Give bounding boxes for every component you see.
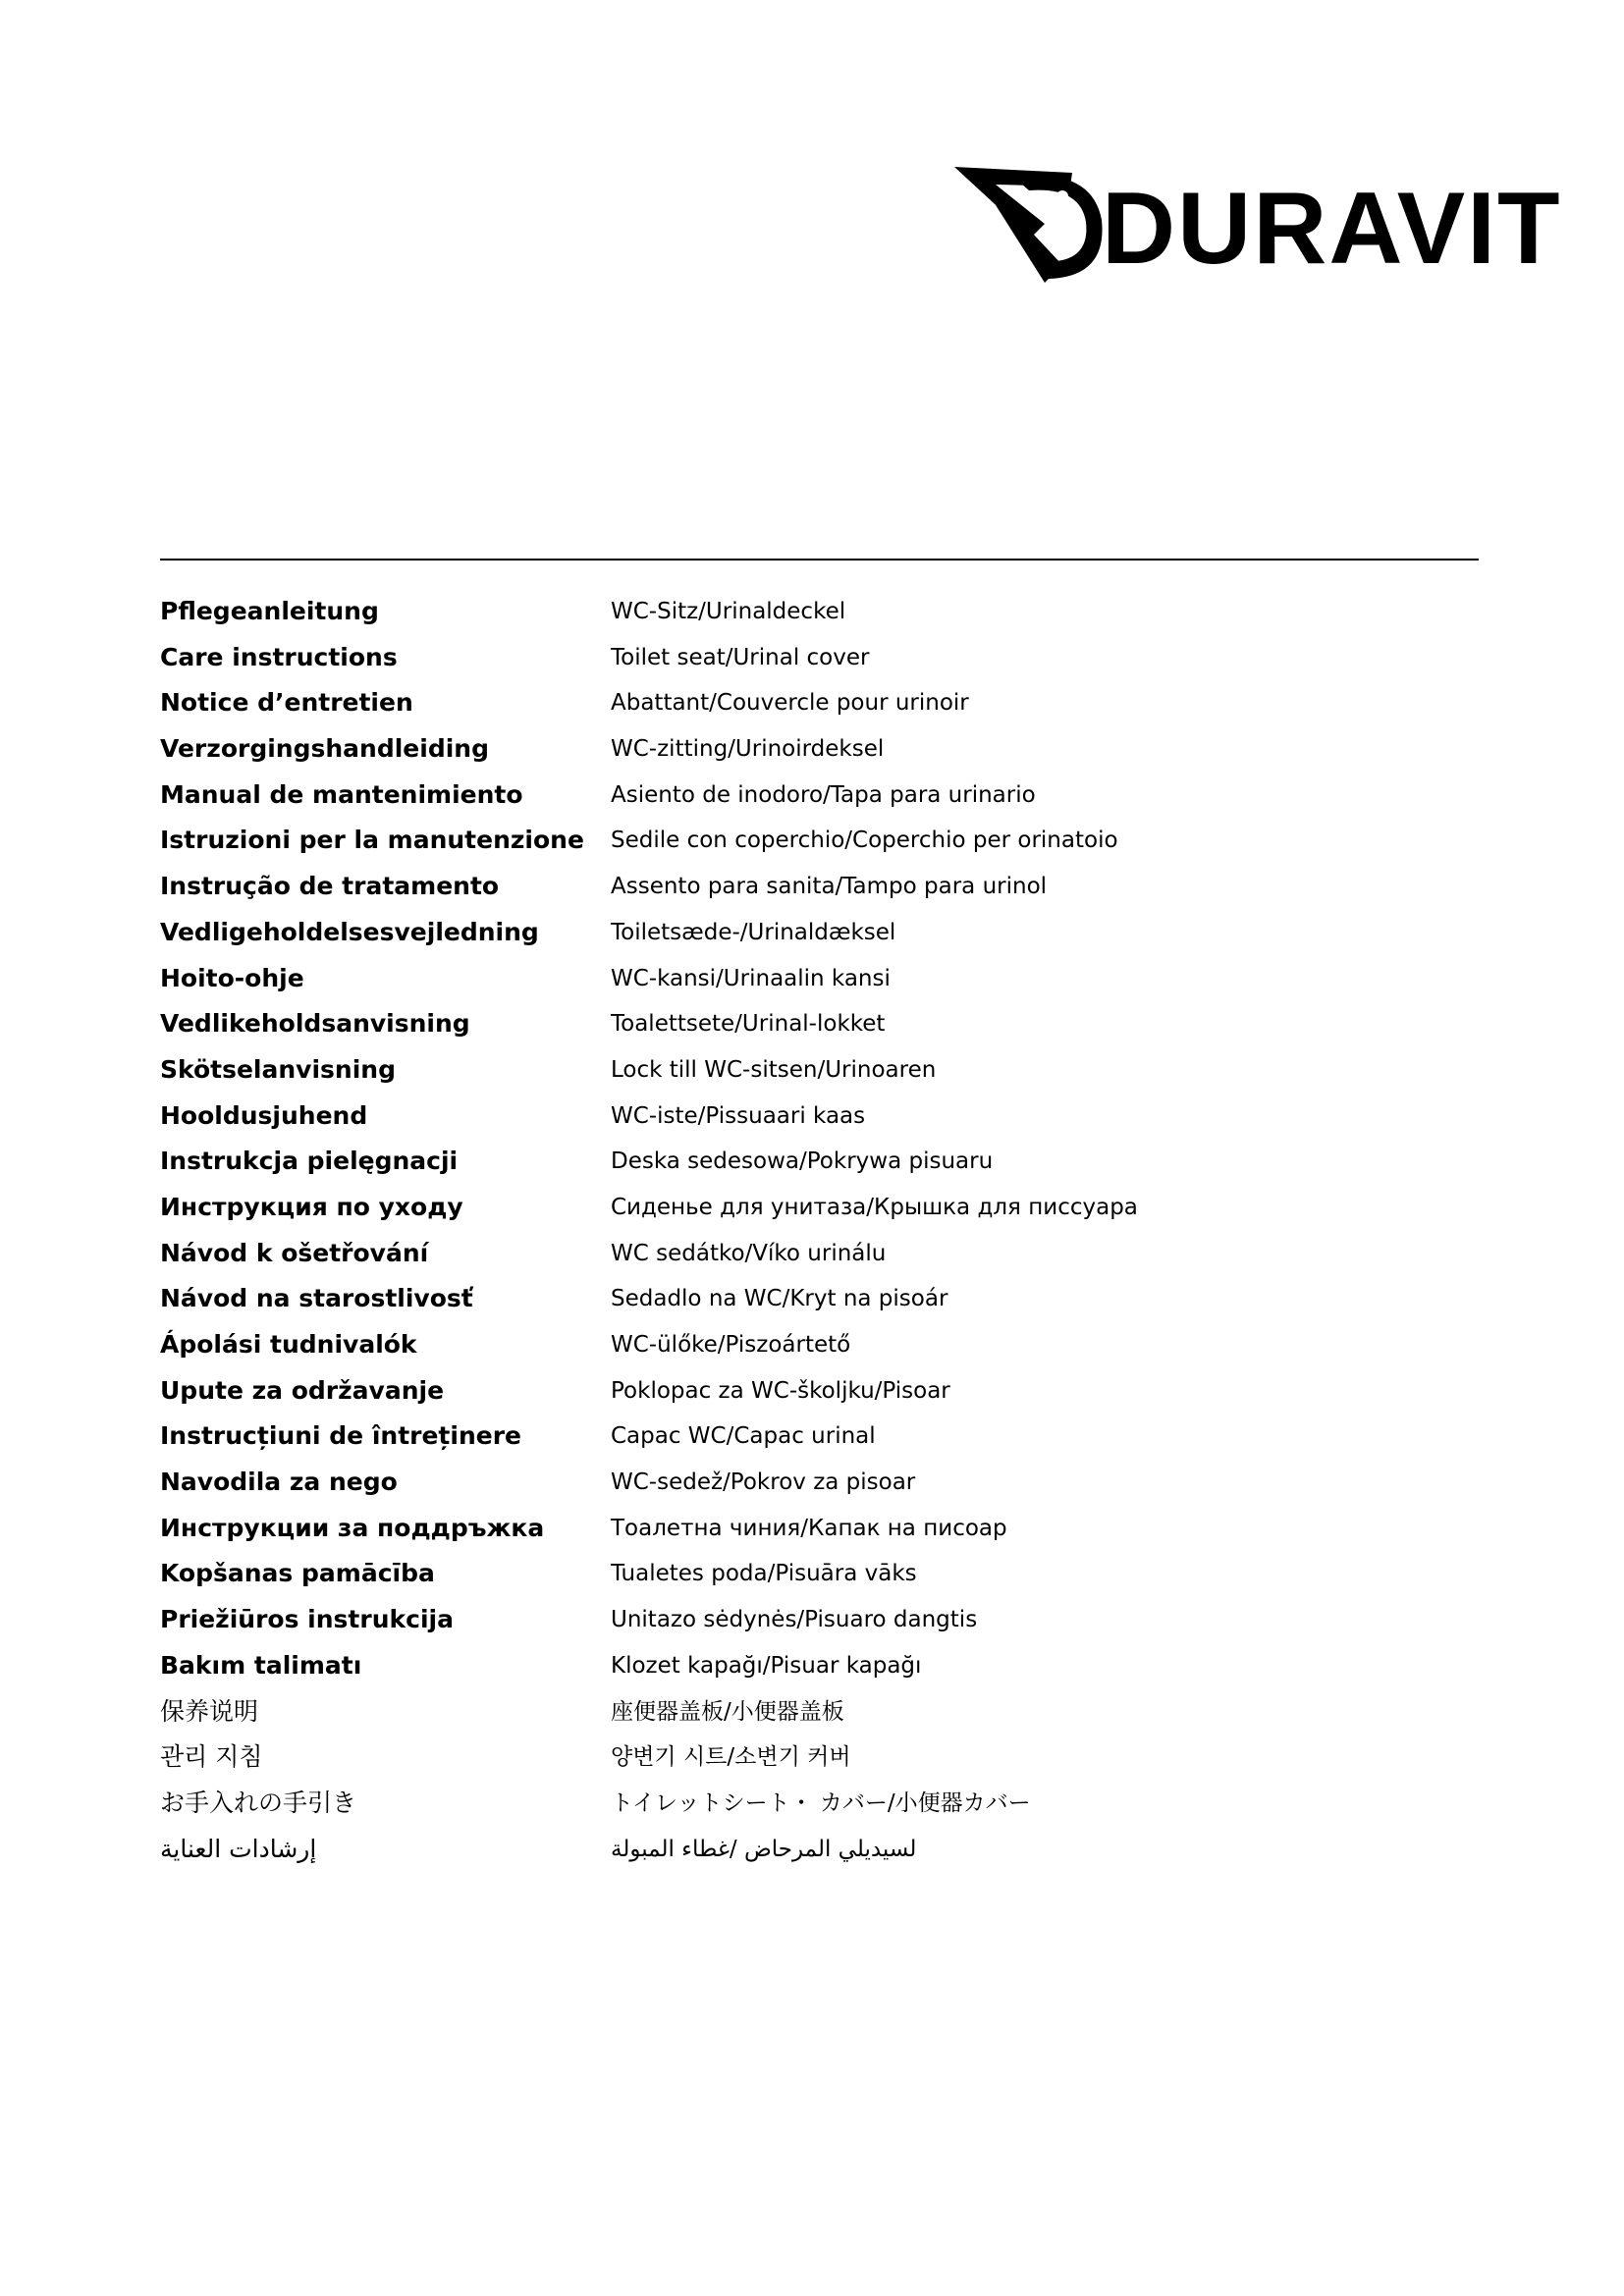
logo-text: DURAVIT bbox=[1102, 172, 1562, 286]
product-name: WC-zitting/Urinoirdeksel bbox=[611, 736, 885, 763]
product-name: Toilet seat/Urinal cover bbox=[611, 644, 870, 670]
list-item bbox=[160, 1279, 1479, 1325]
product-name: لسيديلي المرحاض /غطاء المبولة bbox=[611, 1836, 917, 1862]
list-item bbox=[160, 1692, 1479, 1738]
list-item bbox=[160, 1050, 1479, 1096]
list-item bbox=[160, 867, 1479, 913]
instruction-title: Návod k ošetřování bbox=[160, 1238, 429, 1267]
instruction-title: Navodila za nego bbox=[160, 1468, 398, 1497]
list-item bbox=[160, 1784, 1479, 1830]
instruction-title: 保养说明 bbox=[160, 1696, 259, 1726]
list-item bbox=[160, 1416, 1479, 1463]
instruction-title: Instrukcja pielęgnacji bbox=[160, 1147, 459, 1176]
product-name: WC-kansi/Urinaalin kansi bbox=[611, 965, 891, 991]
divider-line bbox=[160, 559, 1479, 561]
instruction-title: Инструкции за поддръжка bbox=[160, 1513, 545, 1542]
instruction-title: Vedligeholdelsesvejledning bbox=[160, 917, 539, 946]
product-name: 양변기 시트/소변기 커버 bbox=[611, 1744, 851, 1771]
instruction-title: Инструкция по уходу bbox=[160, 1192, 463, 1221]
product-name: Toiletsæde-/Urinaldæksel bbox=[611, 919, 896, 945]
duravit-bird-icon bbox=[954, 167, 1103, 283]
product-name: Сиденье для унитаза/Крышка для писсуара bbox=[611, 1194, 1138, 1220]
list-item bbox=[160, 1188, 1479, 1234]
instruction-title: Notice d’entretien bbox=[160, 688, 413, 718]
instruction-title: Upute za održavanje bbox=[160, 1375, 445, 1405]
list-item bbox=[160, 592, 1479, 638]
list-item bbox=[160, 1646, 1479, 1692]
list-item bbox=[160, 1371, 1479, 1417]
instruction-title: 관리 지침 bbox=[160, 1742, 263, 1772]
list-item bbox=[160, 1737, 1479, 1784]
duravit-logo bbox=[954, 147, 1562, 286]
product-name: Unitazo sėdynės/Pisuaro dangtis bbox=[611, 1607, 978, 1633]
list-item bbox=[160, 1830, 1479, 1876]
list-item bbox=[160, 1234, 1479, 1280]
instruction-title: Priežiūros instrukcija bbox=[160, 1605, 454, 1634]
product-name: Klozet kapağı/Pisuar kapağı bbox=[611, 1652, 922, 1679]
instruction-title: إرشادات العناية bbox=[160, 1834, 317, 1863]
product-name: Abattant/Couvercle pour urinoir bbox=[611, 690, 969, 717]
instruction-title: Instrucțiuni de întreținere bbox=[160, 1421, 521, 1451]
instruction-title: Skötselanvisning bbox=[160, 1054, 396, 1084]
language-list bbox=[160, 592, 1479, 1875]
list-item bbox=[160, 1325, 1479, 1371]
product-name: WC-Sitz/Urinaldeckel bbox=[611, 599, 846, 624]
list-item bbox=[160, 1463, 1479, 1509]
product-name: Lock till WC-sitsen/Urinoaren bbox=[611, 1056, 937, 1083]
instruction-title: Kopšanas pamācība bbox=[160, 1559, 435, 1588]
instruction-title: Care instructions bbox=[160, 642, 398, 671]
product-name: Asiento de inodoro/Tapa para urinario bbox=[611, 781, 1036, 808]
product-name: Tualetes poda/Pisuāra vāks bbox=[611, 1561, 917, 1587]
list-item bbox=[160, 1600, 1479, 1646]
product-name: Toalettsete/Urinal-lokket bbox=[611, 1011, 886, 1038]
instruction-title: Hoito-ohje bbox=[160, 963, 304, 992]
instruction-title: Ápolási tudnivalók bbox=[160, 1330, 417, 1359]
instruction-title: Istruzioni per la manutenzione bbox=[160, 826, 584, 855]
product-name: 座便器盖板/小便器盖板 bbox=[611, 1698, 844, 1725]
product-name: トイレットシート・ カバー/小便器カバー bbox=[611, 1789, 1031, 1816]
product-name: Poklopac za WC-školjku/Pisoar bbox=[611, 1377, 950, 1404]
list-item bbox=[160, 959, 1479, 1005]
product-name: Sedadlo na WC/Kryt na pisoár bbox=[611, 1286, 948, 1312]
product-name: WC sedátko/Víko urinálu bbox=[611, 1240, 887, 1266]
product-name: WC-iste/Pissuaari kaas bbox=[611, 1102, 866, 1129]
list-item bbox=[160, 1096, 1479, 1143]
instruction-title: Návod na starostlivosť bbox=[160, 1284, 473, 1313]
product-name: Sedile con coperchio/Coperchio per orinatoio bbox=[611, 828, 1118, 854]
product-name: Assento para sanita/Tampo para urinol bbox=[611, 874, 1048, 900]
product-name: Тоалетна чиния/Капак на писоар bbox=[611, 1515, 1007, 1541]
instruction-title: Manual de mantenimiento bbox=[160, 779, 523, 809]
list-item bbox=[160, 1142, 1479, 1188]
list-item bbox=[160, 913, 1479, 959]
product-name: WC-sedež/Pokrov za pisoar bbox=[611, 1469, 916, 1496]
instruction-title: Instrução de tratamento bbox=[160, 872, 500, 901]
instruction-title: Bakım talimatı bbox=[160, 1650, 362, 1680]
product-name: Capac WC/Capac urinal bbox=[611, 1423, 876, 1450]
list-item bbox=[160, 638, 1479, 684]
instruction-title: Hooldusjuhend bbox=[160, 1100, 368, 1130]
instruction-title: Pflegeanleitung bbox=[160, 597, 379, 625]
product-name: WC-ülőke/Piszoártető bbox=[611, 1332, 851, 1358]
list-item bbox=[160, 1554, 1479, 1600]
list-item bbox=[160, 683, 1479, 729]
list-item bbox=[160, 821, 1479, 867]
instruction-title: Verzorgingshandleiding bbox=[160, 734, 489, 764]
list-item bbox=[160, 1509, 1479, 1555]
instruction-title: Vedlikeholdsanvisning bbox=[160, 1009, 470, 1039]
list-item bbox=[160, 729, 1479, 775]
list-item bbox=[160, 775, 1479, 822]
instruction-title: お手入れの手引き bbox=[160, 1788, 357, 1817]
list-item bbox=[160, 1004, 1479, 1050]
product-name: Deska sedesowa/Pokrywa pisuaru bbox=[611, 1148, 994, 1175]
